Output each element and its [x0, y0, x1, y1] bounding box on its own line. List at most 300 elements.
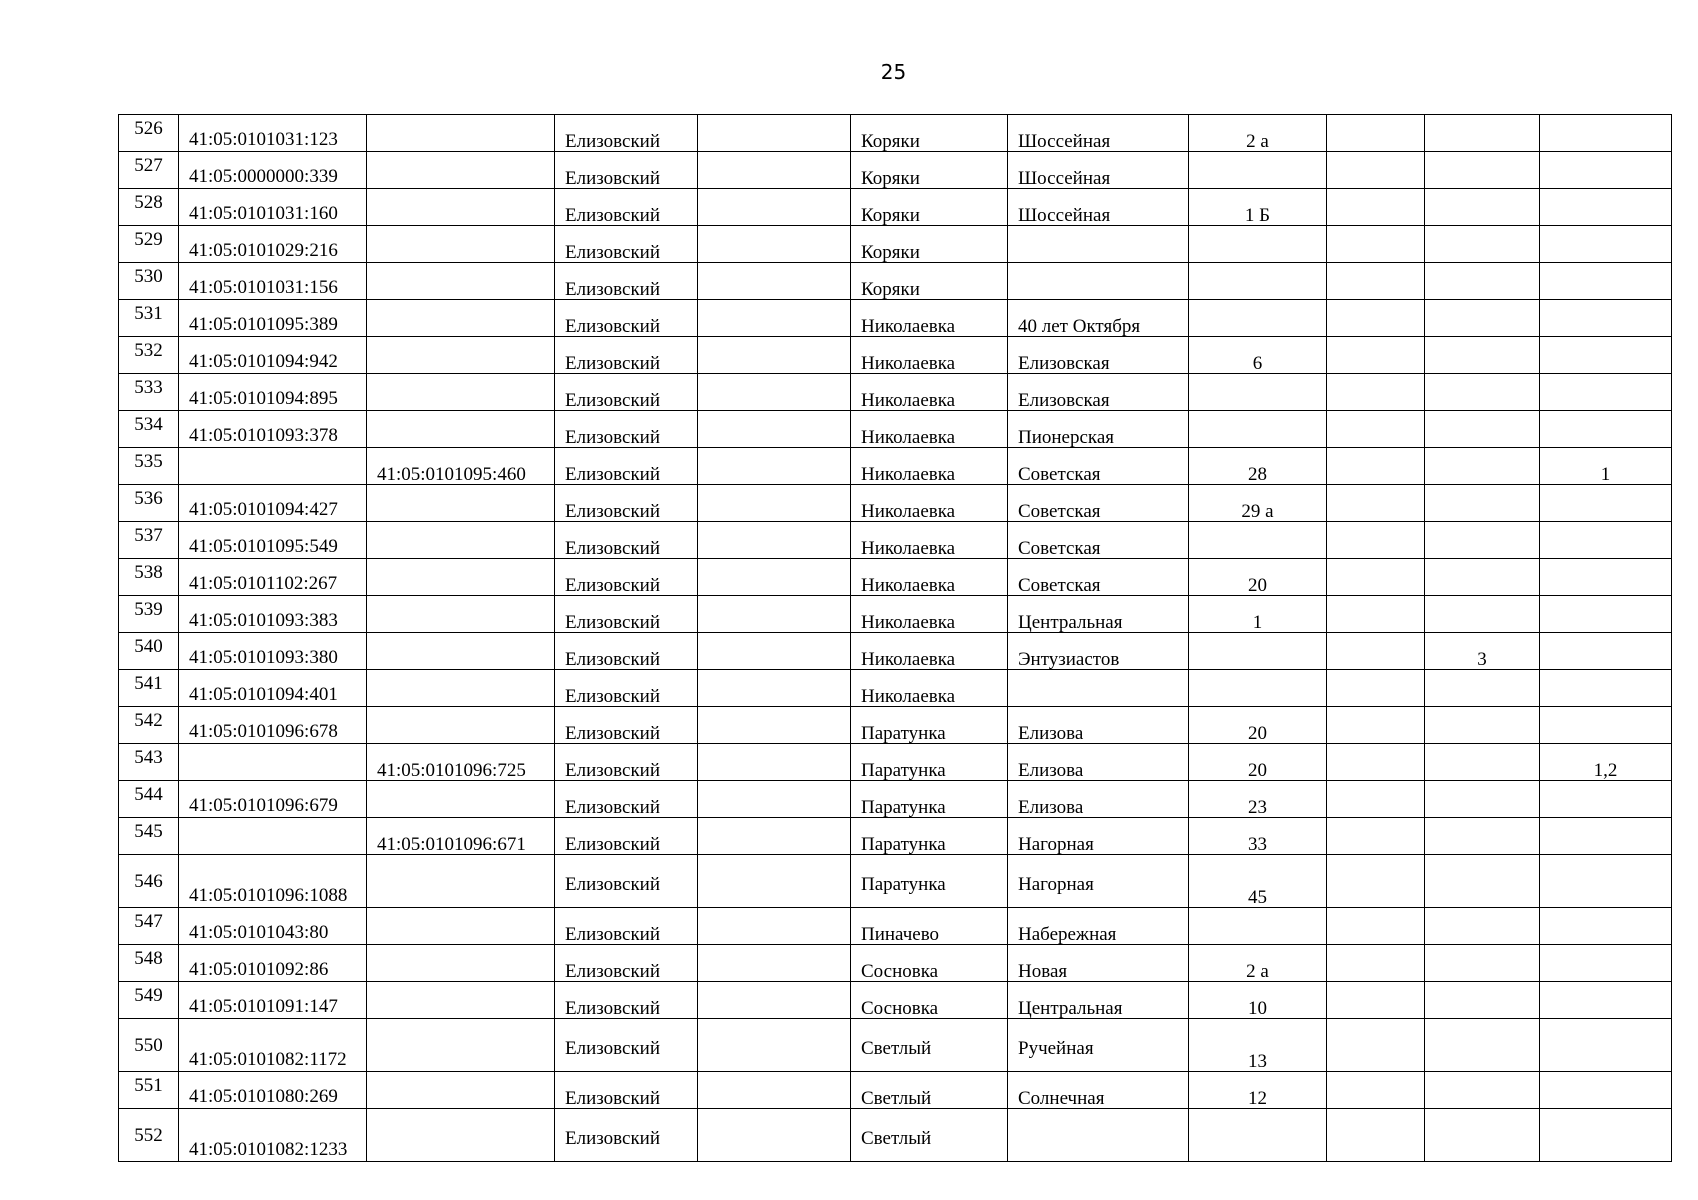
table-row [119, 596, 1672, 633]
cadastral-number-2-cell [367, 670, 555, 707]
extra-cell [1327, 115, 1425, 152]
house-number-cell: 2 а [1189, 945, 1327, 982]
extra-cell [1327, 559, 1425, 596]
extra-cell [1327, 226, 1425, 263]
extra-cell [1425, 781, 1540, 818]
table-row [119, 707, 1672, 744]
street-cell: Энтузиастов [1008, 633, 1189, 670]
extra-cell [1425, 337, 1540, 374]
extra-cell [1327, 1019, 1425, 1072]
street-cell: Елизовская [1008, 337, 1189, 374]
extra-cell [1425, 522, 1540, 559]
extra-cell [1425, 374, 1540, 411]
street-cell: Набережная [1008, 908, 1189, 945]
extra-cell [1425, 908, 1540, 945]
empty-cell [698, 596, 851, 633]
house-number-cell: 23 [1189, 781, 1327, 818]
table-row [119, 781, 1672, 818]
row-number-cell: 547 [119, 908, 179, 945]
locality-cell: Николаевка [851, 633, 1008, 670]
street-cell: Елизова [1008, 707, 1189, 744]
house-number-cell: 1 [1189, 596, 1327, 633]
extra-cell [1425, 411, 1540, 448]
district-cell: Елизовский [555, 411, 698, 448]
district-cell: Елизовский [555, 781, 698, 818]
cadastral-number-cell [179, 744, 367, 781]
street-cell [1008, 226, 1189, 263]
row-number-cell: 539 [119, 596, 179, 633]
row-number-cell: 551 [119, 1072, 179, 1109]
house-number-cell: 12 [1189, 1072, 1327, 1109]
empty-cell [698, 559, 851, 596]
empty-cell [698, 411, 851, 448]
locality-cell: Николаевка [851, 670, 1008, 707]
cadastral-number-2-cell [367, 596, 555, 633]
extra-cell [1327, 485, 1425, 522]
house-number-cell: 20 [1189, 744, 1327, 781]
extra-cell [1540, 982, 1672, 1019]
row-number-cell: 546 [119, 855, 179, 908]
street-cell: Советская [1008, 559, 1189, 596]
locality-cell: Николаевка [851, 596, 1008, 633]
district-cell: Елизовский [555, 374, 698, 411]
extra-cell [1425, 596, 1540, 633]
locality-cell: Светлый [851, 1109, 1008, 1162]
cadastral-number-2-cell [367, 115, 555, 152]
row-number-cell: 527 [119, 152, 179, 189]
extra-cell [1425, 707, 1540, 744]
table-row [119, 559, 1672, 596]
extra-cell [1540, 670, 1672, 707]
cadastral-number-cell: 41:05:0101094:942 [179, 337, 367, 374]
house-number-cell: 13 [1189, 1019, 1327, 1072]
row-number-cell: 541 [119, 670, 179, 707]
district-cell: Елизовский [555, 115, 698, 152]
table-row [119, 263, 1672, 300]
locality-cell: Коряки [851, 189, 1008, 226]
cadastral-number-cell: 41:05:0101031:156 [179, 263, 367, 300]
extra-cell [1540, 374, 1672, 411]
extra-cell [1540, 337, 1672, 374]
cadastral-number-cell: 41:05:0101102:267 [179, 559, 367, 596]
table-row [119, 226, 1672, 263]
empty-cell [698, 670, 851, 707]
street-cell: Шоссейная [1008, 152, 1189, 189]
extra-cell [1425, 189, 1540, 226]
street-cell: Советская [1008, 448, 1189, 485]
extra-cell [1425, 115, 1540, 152]
empty-cell [698, 982, 851, 1019]
extra-cell [1327, 744, 1425, 781]
table-row [119, 337, 1672, 374]
extra-cell [1540, 945, 1672, 982]
extra-cell [1540, 818, 1672, 855]
cadastral-number-2-cell [367, 945, 555, 982]
cadastral-number-cell: 41:05:0101082:1233 [179, 1109, 367, 1162]
empty-cell [698, 448, 851, 485]
house-number-cell [1189, 152, 1327, 189]
extra-cell [1327, 707, 1425, 744]
cadastral-number-cell: 41:05:0101082:1172 [179, 1019, 367, 1072]
cadastral-number-2-cell [367, 1109, 555, 1162]
row-number-cell: 531 [119, 300, 179, 337]
cadastral-number-2-cell [367, 633, 555, 670]
house-number-cell [1189, 908, 1327, 945]
house-number-cell [1189, 300, 1327, 337]
table-row [119, 1109, 1672, 1162]
row-number-cell: 542 [119, 707, 179, 744]
cadastral-number-cell: 41:05:0101093:383 [179, 596, 367, 633]
extra-cell [1425, 1109, 1540, 1162]
cadastral-number-cell: 41:05:0101093:378 [179, 411, 367, 448]
extra-cell [1425, 670, 1540, 707]
cadastral-number-2-cell: 41:05:0101096:725 [367, 744, 555, 781]
registry-table [118, 114, 1672, 1162]
house-number-cell: 20 [1189, 707, 1327, 744]
district-cell: Елизовский [555, 226, 698, 263]
extra-cell [1540, 1072, 1672, 1109]
house-number-cell: 45 [1189, 855, 1327, 908]
district-cell: Елизовский [555, 448, 698, 485]
table-body [119, 115, 1672, 1162]
house-number-cell [1189, 263, 1327, 300]
table-row [119, 1072, 1672, 1109]
row-number-cell: 534 [119, 411, 179, 448]
extra-cell [1327, 300, 1425, 337]
extra-cell [1327, 374, 1425, 411]
cadastral-number-cell: 41:05:0101094:895 [179, 374, 367, 411]
empty-cell [698, 115, 851, 152]
cadastral-number-2-cell [367, 337, 555, 374]
cadastral-number-2-cell [367, 152, 555, 189]
locality-cell: Паратунка [851, 744, 1008, 781]
house-number-cell: 20 [1189, 559, 1327, 596]
table-row [119, 189, 1672, 226]
row-number-cell: 528 [119, 189, 179, 226]
district-cell: Елизовский [555, 263, 698, 300]
cadastral-number-cell: 41:05:0101094:401 [179, 670, 367, 707]
extra-cell [1425, 300, 1540, 337]
extra-cell [1425, 818, 1540, 855]
district-cell: Елизовский [555, 189, 698, 226]
table-row [119, 115, 1672, 152]
extra-cell [1540, 152, 1672, 189]
extra-cell [1327, 337, 1425, 374]
extra-cell [1540, 1109, 1672, 1162]
locality-cell: Николаевка [851, 448, 1008, 485]
extra-cell [1425, 855, 1540, 908]
street-cell [1008, 1109, 1189, 1162]
district-cell: Елизовский [555, 633, 698, 670]
locality-cell: Николаевка [851, 411, 1008, 448]
street-cell: Нагорная [1008, 855, 1189, 908]
district-cell: Елизовский [555, 908, 698, 945]
cadastral-number-2-cell [367, 982, 555, 1019]
street-cell: Центральная [1008, 596, 1189, 633]
street-cell: Елизова [1008, 781, 1189, 818]
table-row [119, 670, 1672, 707]
table-row [119, 522, 1672, 559]
locality-cell: Коряки [851, 115, 1008, 152]
extra-cell [1327, 411, 1425, 448]
cadastral-number-2-cell [367, 522, 555, 559]
cadastral-number-cell: 41:05:0101092:86 [179, 945, 367, 982]
locality-cell: Светлый [851, 1019, 1008, 1072]
extra-cell [1327, 152, 1425, 189]
extra-cell [1540, 115, 1672, 152]
house-number-cell [1189, 670, 1327, 707]
cadastral-number-2-cell [367, 411, 555, 448]
locality-cell: Коряки [851, 152, 1008, 189]
cadastral-number-2-cell: 41:05:0101096:671 [367, 818, 555, 855]
cadastral-number-cell: 41:05:0101096:678 [179, 707, 367, 744]
empty-cell [698, 1019, 851, 1072]
district-cell: Елизовский [555, 596, 698, 633]
cadastral-number-cell: 41:05:0101091:147 [179, 982, 367, 1019]
extra-cell [1540, 300, 1672, 337]
district-cell: Елизовский [555, 300, 698, 337]
extra-cell [1540, 855, 1672, 908]
table-row [119, 945, 1672, 982]
row-number-cell: 543 [119, 744, 179, 781]
extra-cell [1425, 263, 1540, 300]
table-row [119, 855, 1672, 908]
street-cell: Елизова [1008, 744, 1189, 781]
street-cell: Шоссейная [1008, 115, 1189, 152]
extra-cell [1540, 189, 1672, 226]
extra-cell [1540, 263, 1672, 300]
extra-cell [1540, 1019, 1672, 1072]
extra-cell [1425, 448, 1540, 485]
cadastral-number-cell: 41:05:0101080:269 [179, 1072, 367, 1109]
locality-cell: Паратунка [851, 707, 1008, 744]
street-cell: Ручейная [1008, 1019, 1189, 1072]
district-cell: Елизовский [555, 522, 698, 559]
extra-cell [1425, 1072, 1540, 1109]
district-cell: Елизовский [555, 744, 698, 781]
extra-cell [1540, 596, 1672, 633]
row-number-cell: 532 [119, 337, 179, 374]
table-row [119, 374, 1672, 411]
row-number-cell: 544 [119, 781, 179, 818]
district-cell: Елизовский [555, 707, 698, 744]
district-cell: Елизовский [555, 337, 698, 374]
row-number-cell: 540 [119, 633, 179, 670]
locality-cell: Николаевка [851, 559, 1008, 596]
empty-cell [698, 707, 851, 744]
cadastral-number-2-cell: 41:05:0101095:460 [367, 448, 555, 485]
cadastral-number-2-cell [367, 300, 555, 337]
cadastral-number-2-cell [367, 189, 555, 226]
cadastral-number-cell: 41:05:0101031:160 [179, 189, 367, 226]
empty-cell [698, 226, 851, 263]
district-cell: Елизовский [555, 1109, 698, 1162]
street-cell: Советская [1008, 485, 1189, 522]
street-cell [1008, 670, 1189, 707]
row-number-cell: 529 [119, 226, 179, 263]
row-number-cell: 549 [119, 982, 179, 1019]
district-cell: Елизовский [555, 1019, 698, 1072]
cadastral-number-2-cell [367, 1072, 555, 1109]
extra-cell [1540, 485, 1672, 522]
row-number-cell: 537 [119, 522, 179, 559]
locality-cell: Николаевка [851, 337, 1008, 374]
locality-cell: Паратунка [851, 781, 1008, 818]
locality-cell: Николаевка [851, 522, 1008, 559]
district-cell: Елизовский [555, 818, 698, 855]
extra-cell [1327, 982, 1425, 1019]
row-number-cell: 526 [119, 115, 179, 152]
empty-cell [698, 263, 851, 300]
district-cell: Елизовский [555, 1072, 698, 1109]
cadastral-number-2-cell [367, 781, 555, 818]
street-cell [1008, 263, 1189, 300]
cadastral-number-cell: 41:05:0101095:549 [179, 522, 367, 559]
locality-cell: Светлый [851, 1072, 1008, 1109]
house-number-cell: 10 [1189, 982, 1327, 1019]
cadastral-number-cell [179, 818, 367, 855]
empty-cell [698, 633, 851, 670]
row-number-cell: 548 [119, 945, 179, 982]
empty-cell [698, 189, 851, 226]
locality-cell: Николаевка [851, 374, 1008, 411]
extra-cell [1327, 1072, 1425, 1109]
extra-cell [1425, 744, 1540, 781]
district-cell: Елизовский [555, 670, 698, 707]
house-number-cell [1189, 226, 1327, 263]
cadastral-number-2-cell [367, 1019, 555, 1072]
table-row [119, 300, 1672, 337]
row-number-cell: 545 [119, 818, 179, 855]
cadastral-number-2-cell [367, 707, 555, 744]
table-row [119, 744, 1672, 781]
street-cell: Советская [1008, 522, 1189, 559]
house-number-cell [1189, 633, 1327, 670]
house-number-cell: 1 Б [1189, 189, 1327, 226]
extra-cell [1425, 1019, 1540, 1072]
cadastral-number-2-cell [367, 855, 555, 908]
locality-cell: Коряки [851, 226, 1008, 263]
street-cell: Нагорная [1008, 818, 1189, 855]
street-cell: Солнечная [1008, 1072, 1189, 1109]
extra-cell [1540, 633, 1672, 670]
extra-cell [1425, 559, 1540, 596]
street-cell: Пионерская [1008, 411, 1189, 448]
district-cell: Елизовский [555, 855, 698, 908]
extra-cell [1425, 485, 1540, 522]
extra-cell [1540, 908, 1672, 945]
district-cell: Елизовский [555, 485, 698, 522]
empty-cell [698, 945, 851, 982]
extra-cell [1327, 263, 1425, 300]
extra-cell [1540, 522, 1672, 559]
row-number-cell: 535 [119, 448, 179, 485]
empty-cell [698, 337, 851, 374]
district-cell: Елизовский [555, 982, 698, 1019]
house-number-cell: 2 а [1189, 115, 1327, 152]
table-row [119, 448, 1672, 485]
extra-cell [1540, 411, 1672, 448]
locality-cell: Николаевка [851, 485, 1008, 522]
table-row [119, 411, 1672, 448]
cadastral-number-cell: 41:05:0000000:339 [179, 152, 367, 189]
table-row [119, 982, 1672, 1019]
empty-cell [698, 485, 851, 522]
house-number-cell [1189, 374, 1327, 411]
locality-cell: Николаевка [851, 300, 1008, 337]
cadastral-number-cell: 41:05:0101095:389 [179, 300, 367, 337]
extra-cell: 1 [1540, 448, 1672, 485]
locality-cell: Паратунка [851, 855, 1008, 908]
empty-cell [698, 1072, 851, 1109]
row-number-cell: 550 [119, 1019, 179, 1072]
extra-cell [1425, 982, 1540, 1019]
row-number-cell: 533 [119, 374, 179, 411]
cadastral-number-2-cell [367, 559, 555, 596]
empty-cell [698, 908, 851, 945]
cadastral-number-2-cell [367, 263, 555, 300]
table-row [119, 152, 1672, 189]
table-row [119, 485, 1672, 522]
table-row [119, 1019, 1672, 1072]
district-cell: Елизовский [555, 945, 698, 982]
empty-cell [698, 152, 851, 189]
extra-cell [1540, 559, 1672, 596]
house-number-cell: 33 [1189, 818, 1327, 855]
district-cell: Елизовский [555, 559, 698, 596]
street-cell: 40 лет Октября [1008, 300, 1189, 337]
house-number-cell: 28 [1189, 448, 1327, 485]
extra-cell [1327, 522, 1425, 559]
locality-cell: Коряки [851, 263, 1008, 300]
page-number: 25 [880, 60, 907, 84]
extra-cell [1327, 189, 1425, 226]
table-row [119, 818, 1672, 855]
cadastral-number-2-cell [367, 908, 555, 945]
row-number-cell: 530 [119, 263, 179, 300]
extra-cell [1327, 1109, 1425, 1162]
extra-cell [1327, 448, 1425, 485]
cadastral-number-cell: 41:05:0101096:679 [179, 781, 367, 818]
extra-cell [1540, 226, 1672, 263]
empty-cell [698, 1109, 851, 1162]
extra-cell [1327, 855, 1425, 908]
row-number-cell: 536 [119, 485, 179, 522]
district-cell: Елизовский [555, 152, 698, 189]
house-number-cell: 6 [1189, 337, 1327, 374]
empty-cell [698, 374, 851, 411]
cadastral-number-cell [179, 448, 367, 485]
extra-cell: 3 [1425, 633, 1540, 670]
house-number-cell [1189, 411, 1327, 448]
house-number-cell: 29 а [1189, 485, 1327, 522]
row-number-cell: 538 [119, 559, 179, 596]
cadastral-number-2-cell [367, 226, 555, 263]
extra-cell [1327, 908, 1425, 945]
street-cell: Центральная [1008, 982, 1189, 1019]
extra-cell [1327, 633, 1425, 670]
row-number-cell: 552 [119, 1109, 179, 1162]
extra-cell [1327, 670, 1425, 707]
extra-cell [1425, 152, 1540, 189]
cadastral-number-cell: 41:05:0101031:123 [179, 115, 367, 152]
extra-cell [1327, 945, 1425, 982]
extra-cell [1425, 945, 1540, 982]
table-row [119, 908, 1672, 945]
extra-cell [1327, 596, 1425, 633]
cadastral-number-2-cell [367, 374, 555, 411]
empty-cell [698, 300, 851, 337]
